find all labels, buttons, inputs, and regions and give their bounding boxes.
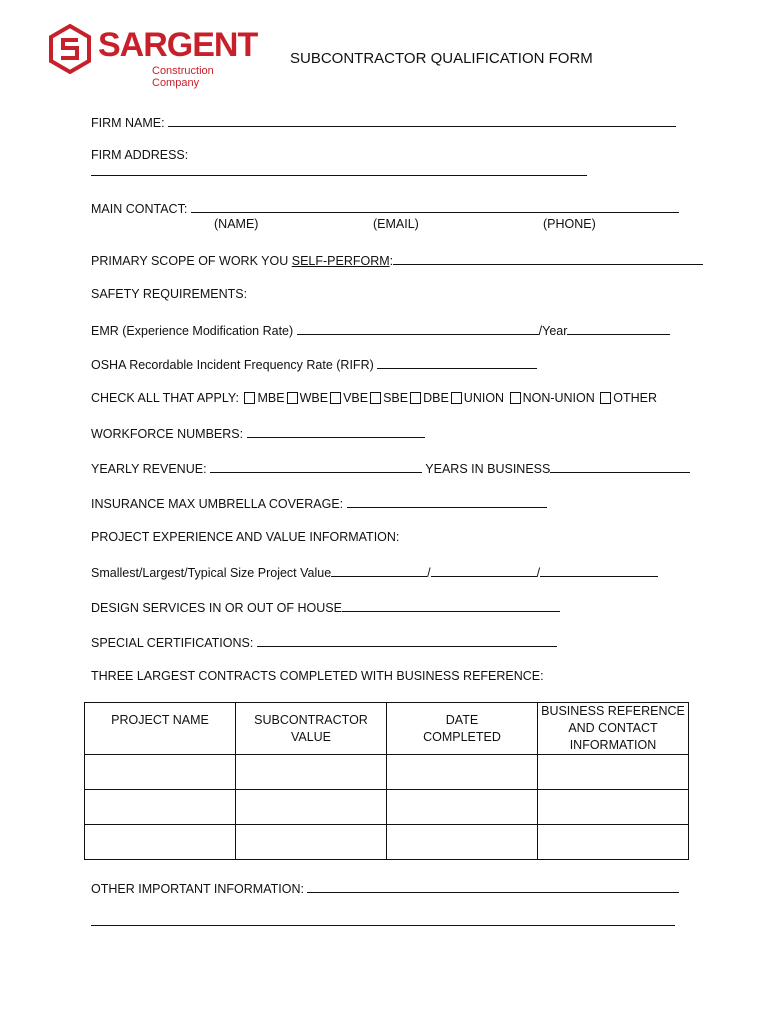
- design-row: [91, 599, 560, 616]
- main-contact-label: MAIN CONTACT:: [91, 202, 188, 216]
- table-cell[interactable]: [85, 755, 236, 790]
- contact-email-label: (EMAIL): [373, 217, 419, 231]
- header-line: BUSINESS REFERENCE: [541, 704, 685, 718]
- table-cell[interactable]: [236, 755, 387, 790]
- dbe-checkbox[interactable]: [410, 392, 421, 404]
- table-cell[interactable]: [85, 790, 236, 825]
- scope-field[interactable]: [393, 252, 703, 265]
- safety-label: SAFETY REQUIREMENTS:: [91, 287, 248, 301]
- project-size-row: [91, 564, 658, 581]
- firm-name-label: FIRM NAME:: [91, 116, 165, 130]
- logo-subtitle: Construction Company: [152, 65, 214, 89]
- osha-label: OSHA Recordable Incident Frequency Rate (RIFR): [91, 358, 374, 372]
- table-row: [85, 825, 689, 860]
- check-all-label: CHECK ALL THAT APPLY:: [91, 391, 239, 405]
- other-info-line-row: [91, 913, 675, 930]
- union-checkbox[interactable]: [451, 392, 462, 404]
- emr-field[interactable]: [297, 322, 539, 335]
- emr-row: [91, 322, 670, 339]
- firm-address-row: [91, 148, 188, 163]
- revenue-row: [91, 460, 690, 477]
- size-sep-1: /: [427, 566, 431, 580]
- sbe-label: SBE: [383, 391, 409, 405]
- workforce-field[interactable]: [247, 425, 425, 438]
- workforce-label: WORKFORCE NUMBERS:: [91, 427, 244, 441]
- col-date-completed: [387, 703, 538, 755]
- revenue-field[interactable]: [210, 460, 422, 473]
- sargent-s-icon: [48, 24, 92, 74]
- table-header-row: [85, 703, 689, 755]
- three-largest-row: [91, 669, 544, 684]
- header-line: SUBCONTRACTOR: [254, 712, 368, 727]
- wbe-label: WBE: [299, 391, 329, 405]
- header-line: PROJECT NAME: [111, 712, 209, 727]
- vbe-label: VBE: [343, 391, 369, 405]
- emr-year-label: /Year: [538, 324, 568, 338]
- col-business-reference: [538, 703, 689, 755]
- other-info-field[interactable]: [307, 880, 679, 893]
- firm-address-line-row: [91, 163, 587, 180]
- mbe-checkbox[interactable]: [244, 392, 255, 404]
- design-field[interactable]: [342, 599, 560, 612]
- osha-row: [91, 356, 537, 373]
- contracts-table: [84, 702, 689, 860]
- insurance-field[interactable]: [347, 495, 547, 508]
- table-row: [85, 790, 689, 825]
- union-label: UNION: [463, 391, 505, 405]
- firm-name-row: [91, 114, 676, 131]
- contact-phone-label: (PHONE): [543, 217, 596, 231]
- safety-row: [91, 287, 247, 302]
- non-union-checkbox[interactable]: [510, 392, 521, 404]
- typical-value-field[interactable]: [540, 564, 658, 577]
- table-cell[interactable]: [538, 825, 689, 860]
- header-line: DATE: [445, 712, 479, 727]
- mbe-label: MBE: [257, 391, 285, 405]
- table-cell[interactable]: [538, 790, 689, 825]
- table-cell[interactable]: [236, 790, 387, 825]
- emr-label: EMR (Experience Modification Rate): [91, 324, 294, 338]
- insurance-row: [91, 495, 547, 512]
- certs-label: SPECIAL CERTIFICATIONS:: [91, 636, 254, 650]
- table-row: [85, 755, 689, 790]
- project-exp-label: PROJECT EXPERIENCE AND VALUE INFORMATION:: [91, 530, 400, 544]
- dbe-label: DBE: [423, 391, 449, 405]
- main-contact-field[interactable]: [191, 200, 679, 213]
- scope-row: [91, 252, 703, 269]
- years-label: YEARS IN BUSINESS: [425, 462, 551, 476]
- scope-self-perform: SELF-PERFORM: [291, 254, 390, 268]
- other-info-row: [91, 880, 679, 897]
- table-cell[interactable]: [538, 755, 689, 790]
- project-exp-row: [91, 530, 399, 545]
- table-cell[interactable]: [387, 825, 538, 860]
- table-cell[interactable]: [236, 825, 387, 860]
- firm-name-field[interactable]: [168, 114, 676, 127]
- firm-address-field[interactable]: [91, 163, 587, 176]
- col-project-name: [85, 703, 236, 755]
- other-label: OTHER: [613, 391, 658, 405]
- scope-label: PRIMARY SCOPE OF WORK YOU: [91, 254, 292, 268]
- contact-name-label: (NAME): [214, 217, 259, 231]
- smallest-value-field[interactable]: [331, 564, 427, 577]
- years-field[interactable]: [550, 460, 690, 473]
- company-logo: [48, 24, 263, 89]
- table-cell[interactable]: [387, 790, 538, 825]
- non-union-label: NON-UNION: [522, 391, 595, 405]
- logo-brand: SARGENT: [98, 26, 258, 64]
- table-cell[interactable]: [387, 755, 538, 790]
- header-line: AND CONTACT: [568, 721, 658, 735]
- insurance-label: INSURANCE MAX UMBRELLA COVERAGE:: [91, 497, 344, 511]
- project-size-label: Smallest/Largest/Typical Size Project Value: [91, 566, 332, 580]
- other-info-field-2[interactable]: [91, 913, 675, 926]
- emr-year-field[interactable]: [567, 322, 670, 335]
- col-subcontractor-value: [236, 703, 387, 755]
- header-line: COMPLETED: [423, 729, 501, 744]
- header-line: INFORMATION: [569, 738, 657, 752]
- largest-value-field[interactable]: [431, 564, 537, 577]
- firm-address-label: FIRM ADDRESS:: [91, 148, 189, 162]
- sbe-checkbox[interactable]: [370, 392, 381, 404]
- other-checkbox[interactable]: [600, 392, 611, 404]
- check-all-row: [91, 391, 657, 406]
- main-contact-row: [91, 200, 679, 217]
- table-cell[interactable]: [85, 825, 236, 860]
- certs-row: [91, 634, 557, 651]
- osha-field[interactable]: [377, 356, 537, 369]
- three-largest-label: THREE LARGEST CONTRACTS COMPLETED WITH BUSINESS REFERENCE:: [91, 669, 544, 683]
- wbe-checkbox[interactable]: [287, 392, 298, 404]
- revenue-label: YEARLY REVENUE:: [91, 462, 207, 476]
- certs-field[interactable]: [257, 634, 557, 647]
- size-sep-2: /: [536, 566, 541, 580]
- vbe-checkbox[interactable]: [330, 392, 341, 404]
- header-line: VALUE: [290, 729, 332, 744]
- form-title: SUBCONTRACTOR QUALIFICATION FORM: [290, 50, 593, 67]
- design-label: DESIGN SERVICES IN OR OUT OF HOUSE: [91, 601, 342, 615]
- other-info-label: OTHER IMPORTANT INFORMATION:: [91, 882, 304, 896]
- scope-colon: :: [389, 254, 394, 268]
- workforce-row: [91, 425, 425, 442]
